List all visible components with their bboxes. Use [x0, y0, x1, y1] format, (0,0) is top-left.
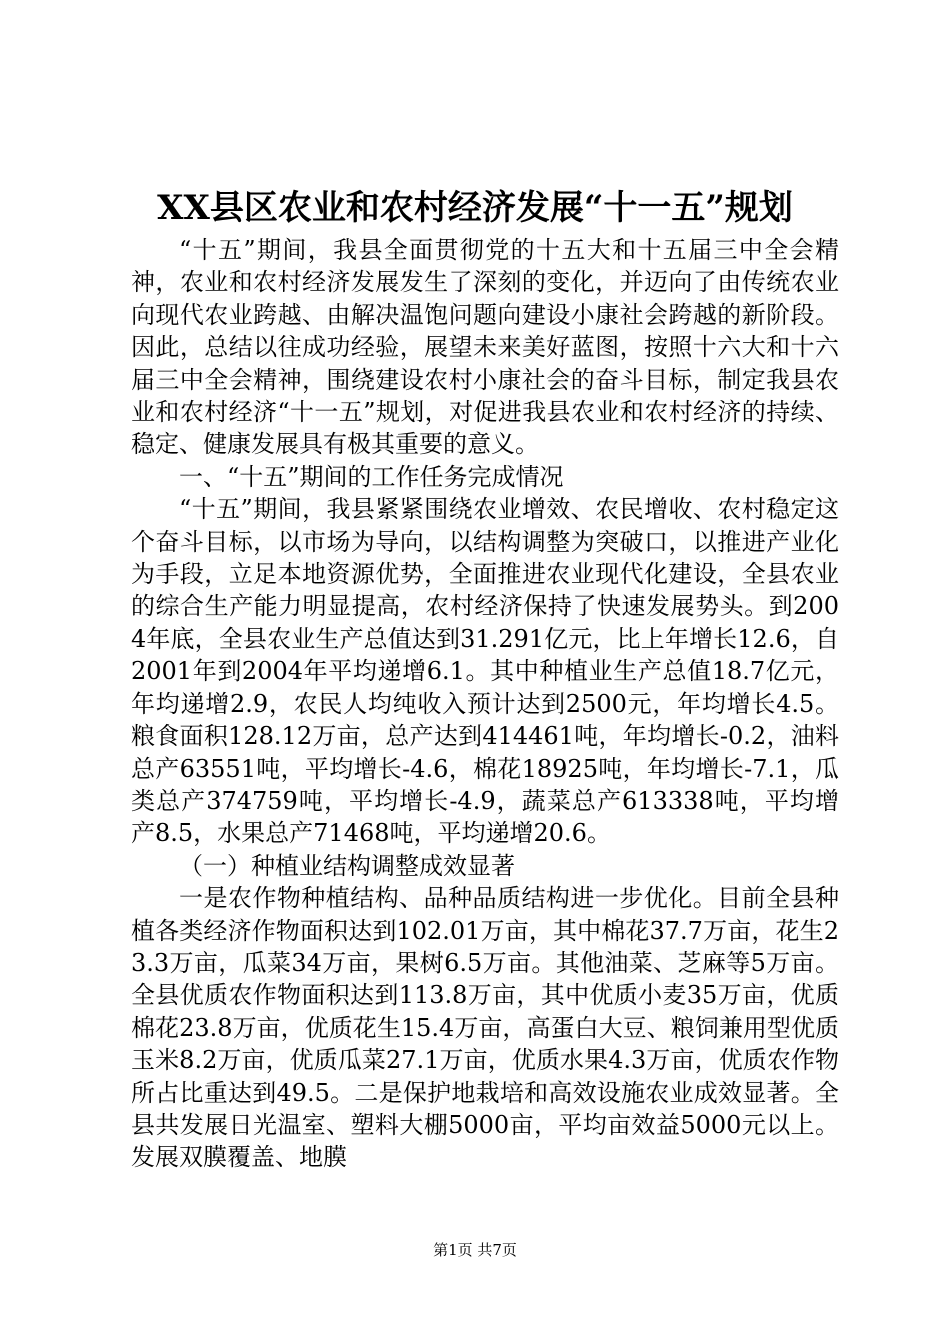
paragraph-intro: “十五”期间，我县全面贯彻党的十五大和十五届三中全会精神，农业和农村经济发展发生了深刻的变化，并迈向了由传统农业向现代农业跨越、由解决温饱问题向建设小康社会跨越的新阶段。因此，总结以往成功经验，展望未来美好蓝图，按照十六大和十六届三中全会精神，围绕建设农村小康社会的奋斗目标，制定我县农业和农村经济“十一五”规划，对促进我县农业和农村经济的持续、稳定、健康发展具有极其重要的意义。 — [131, 236, 839, 459]
page-footer: 第1页 共7页 — [433, 1241, 517, 1259]
subsection-heading-1: （一）种植业结构调整成效显著 — [179, 851, 515, 880]
document-title: XX县区农业和农村经济发展“十一五”规划 — [157, 188, 793, 228]
paragraph-planting: 一是农作物种植结构、品种品质结构进一步优化。目前全县种植各类经济作物面积达到102.01万亩，其中棉花37.7万亩，花生23.3万亩，瓜菜34万亩，果树6.5万亩。其他油菜、芝麻等5万亩。全县优质农作物面积达到113.8万亩，其中优质小麦35万亩，优质棉花23.8万亩，优质花生15.4万亩，高蛋白大豆、粮饲兼用型优质玉米8.2万亩，优质瓜菜27.1万亩，优质水果4.3万亩，优质农作物所占比重达到49.5。二是保护地栽培和高效设施农业成效显著。全县共发展日光温室、塑料大棚5000亩，平均亩效益5000元以上。发展双膜覆盖、地膜 — [131, 884, 839, 1172]
section-heading-1: 一、“十五”期间的工作任务完成情况 — [179, 462, 564, 491]
document-body — [131, 234, 839, 1174]
paragraph-summary: “十五”期间，我县紧紧围绕农业增效、农民增收、农村稳定这个奋斗目标，以市场为导向，以结构调整为突破口，以推进产业化为手段，立足本地资源优势，全面推进农业现代化建设，全县农业的综合生产能力明显提高，农村经济保持了快速发展势头。到2004年底，全县农业生产总值达到31.291亿元，比上年增长12.6，自2001年到2004年平均递增6.1。其中种植业生产总值18.7亿元，年均递增2.9，农民人均纯收入预计达到2500元，年均增长4.5。粮食面积128.12万亩，总产达到414461吨，年均增长-0.2，油料总产63551吨，平均增长-4.6，棉花18925吨，年均增长-7.1，瓜类总产374759吨，平均增长-4.9，蔬菜总产613338吨，平均增产8.5，水果总产71468吨，平均递增20.6。 — [131, 495, 839, 848]
